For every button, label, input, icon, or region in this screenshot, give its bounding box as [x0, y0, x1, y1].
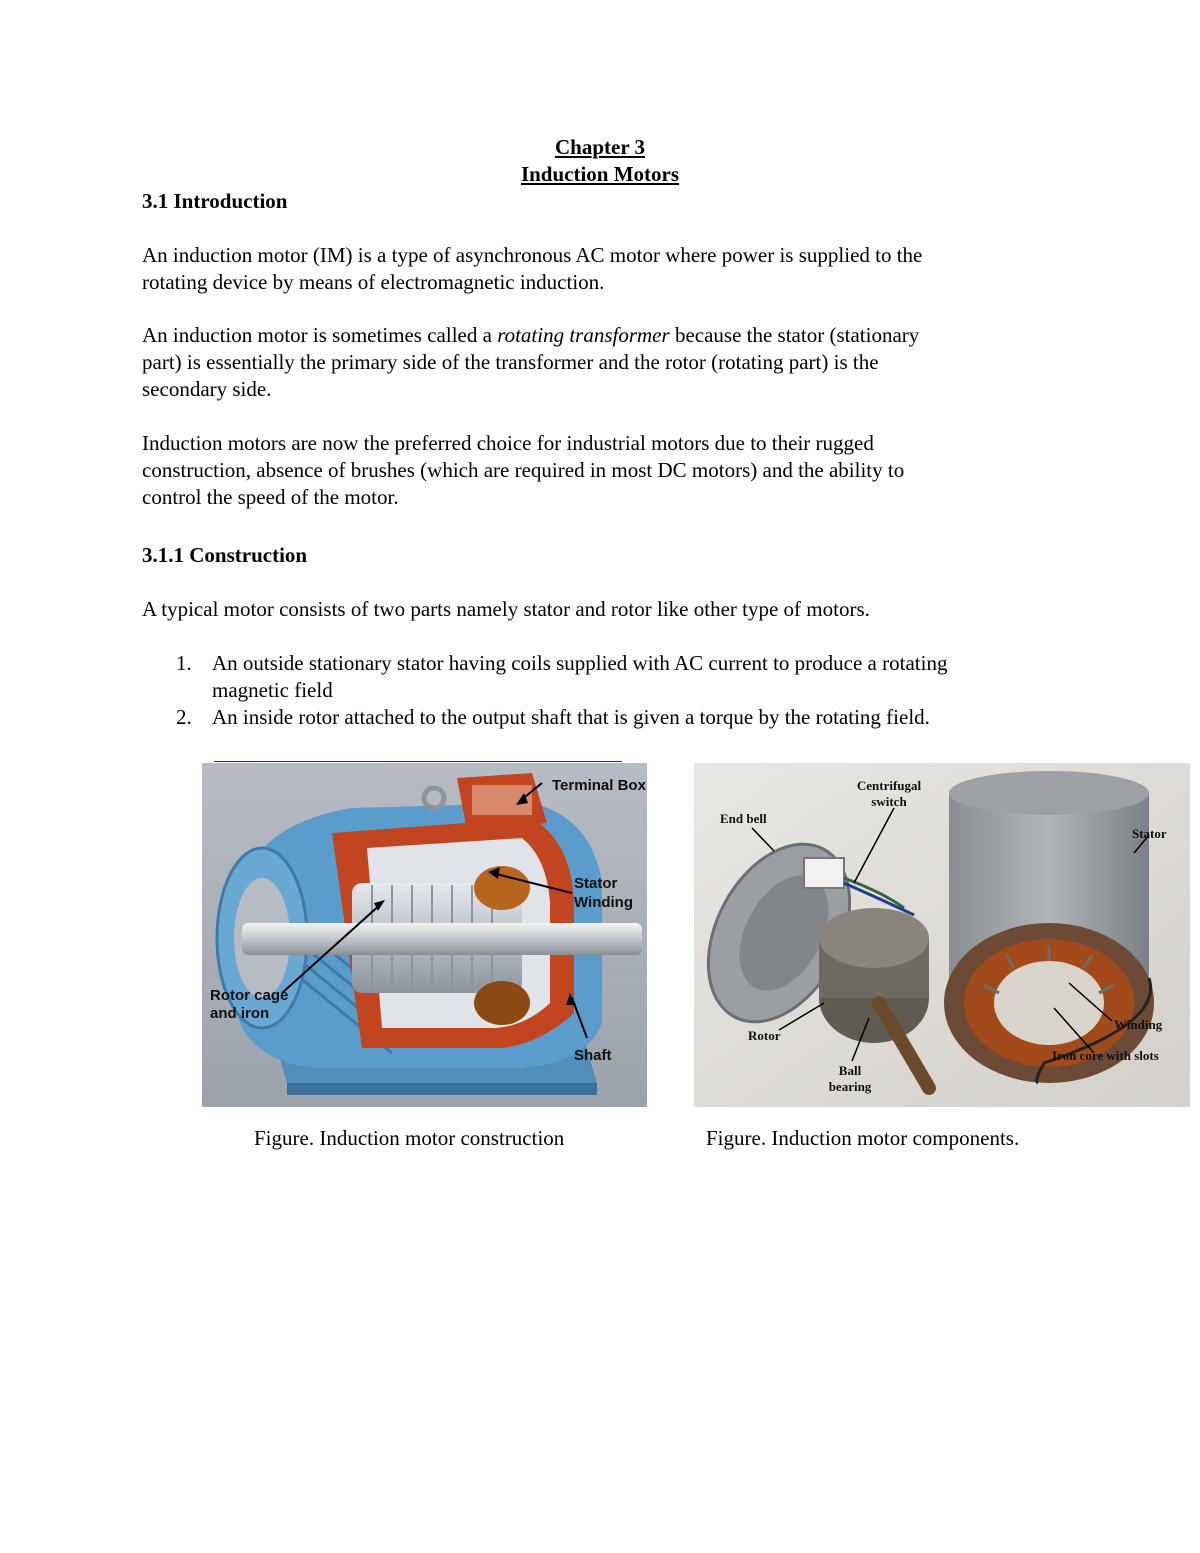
label-ball: Ball	[838, 1063, 862, 1078]
list-line: An inside rotor attached to the output shaft that is given a torque by the rotating field.	[212, 705, 930, 729]
paragraph-line: construction, absence of brushes (which are required in most DC motors) and the ability to	[142, 458, 905, 482]
label-end-bell: End bell	[720, 811, 767, 826]
list-item	[176, 650, 948, 702]
figure-caption-construction: Figure. Induction motor construction	[254, 1126, 565, 1150]
chapter-title: Induction Motors	[520, 162, 680, 186]
list-item	[176, 704, 930, 731]
intro-paragraph-1	[142, 242, 1042, 296]
figure-caption-components: Figure. Induction motor components.	[706, 1126, 1020, 1150]
list-text	[212, 704, 1052, 731]
list-line: An outside stationary stator having coils supplied with AC current to produce a rotating	[212, 651, 948, 675]
label-winding: Winding	[574, 894, 634, 911]
paragraph-line: part) is essentially the primary side of the transformer and the rotor (rotating part) is the	[142, 350, 879, 374]
chapter-number: Chapter 3	[554, 135, 646, 159]
label-rotor-cage: Rotor cage	[210, 987, 289, 1004]
text-run: because the stator (stationary	[669, 323, 920, 347]
label-terminal-box: Terminal Box	[552, 777, 646, 794]
label-switch: switch	[871, 794, 907, 809]
label-iron-core: Iron core with slots	[1052, 1048, 1159, 1063]
figure-motor-components	[694, 763, 1190, 1107]
paragraph-line: rotating device by means of electromagnetic induction.	[142, 270, 605, 294]
paragraph-line	[142, 322, 1042, 349]
emphasis-term: rotating transformer	[497, 323, 670, 347]
section-heading-introduction: 3.1 Introduction	[142, 189, 288, 213]
list-line: magnetic field	[212, 678, 333, 702]
text-run: An induction motor is sometimes called a	[142, 323, 498, 347]
label-stator: Stator	[1132, 826, 1167, 841]
label-bearing: bearing	[828, 1079, 872, 1094]
paragraph-line: secondary side.	[142, 377, 272, 401]
paragraph-line: An induction motor (IM) is a type of asynchronous AC motor where power is supplied to the	[142, 243, 923, 267]
label-shaft: Shaft	[574, 1047, 612, 1064]
label-rotor: Rotor	[748, 1028, 781, 1043]
label-stator: Stator	[574, 875, 618, 892]
paragraph-line: Induction motors are now the preferred choice for industrial motors due to their rugged	[142, 431, 874, 455]
intro-paragraph-3	[142, 430, 1042, 511]
list-number: 2.	[176, 705, 192, 729]
label-and-iron: and iron	[210, 1005, 270, 1022]
section-heading-construction: 3.1.1 Construction	[142, 543, 308, 567]
figure-motor-construction	[202, 763, 647, 1107]
label-centrifugal: Centrifugal	[856, 778, 922, 793]
intro-paragraph-2	[142, 322, 1042, 403]
figure-rule	[214, 761, 622, 762]
motor-cutaway-illustration	[202, 763, 647, 1107]
paragraph-line: control the speed of the motor.	[142, 485, 399, 509]
construction-paragraph: A typical motor consists of two parts namely stator and rotor like other type of motors.	[142, 597, 870, 621]
label-winding: Winding	[1114, 1017, 1163, 1032]
motor-components-photo	[694, 763, 1190, 1107]
list-number: 1.	[176, 651, 192, 675]
list-text	[212, 650, 1052, 704]
